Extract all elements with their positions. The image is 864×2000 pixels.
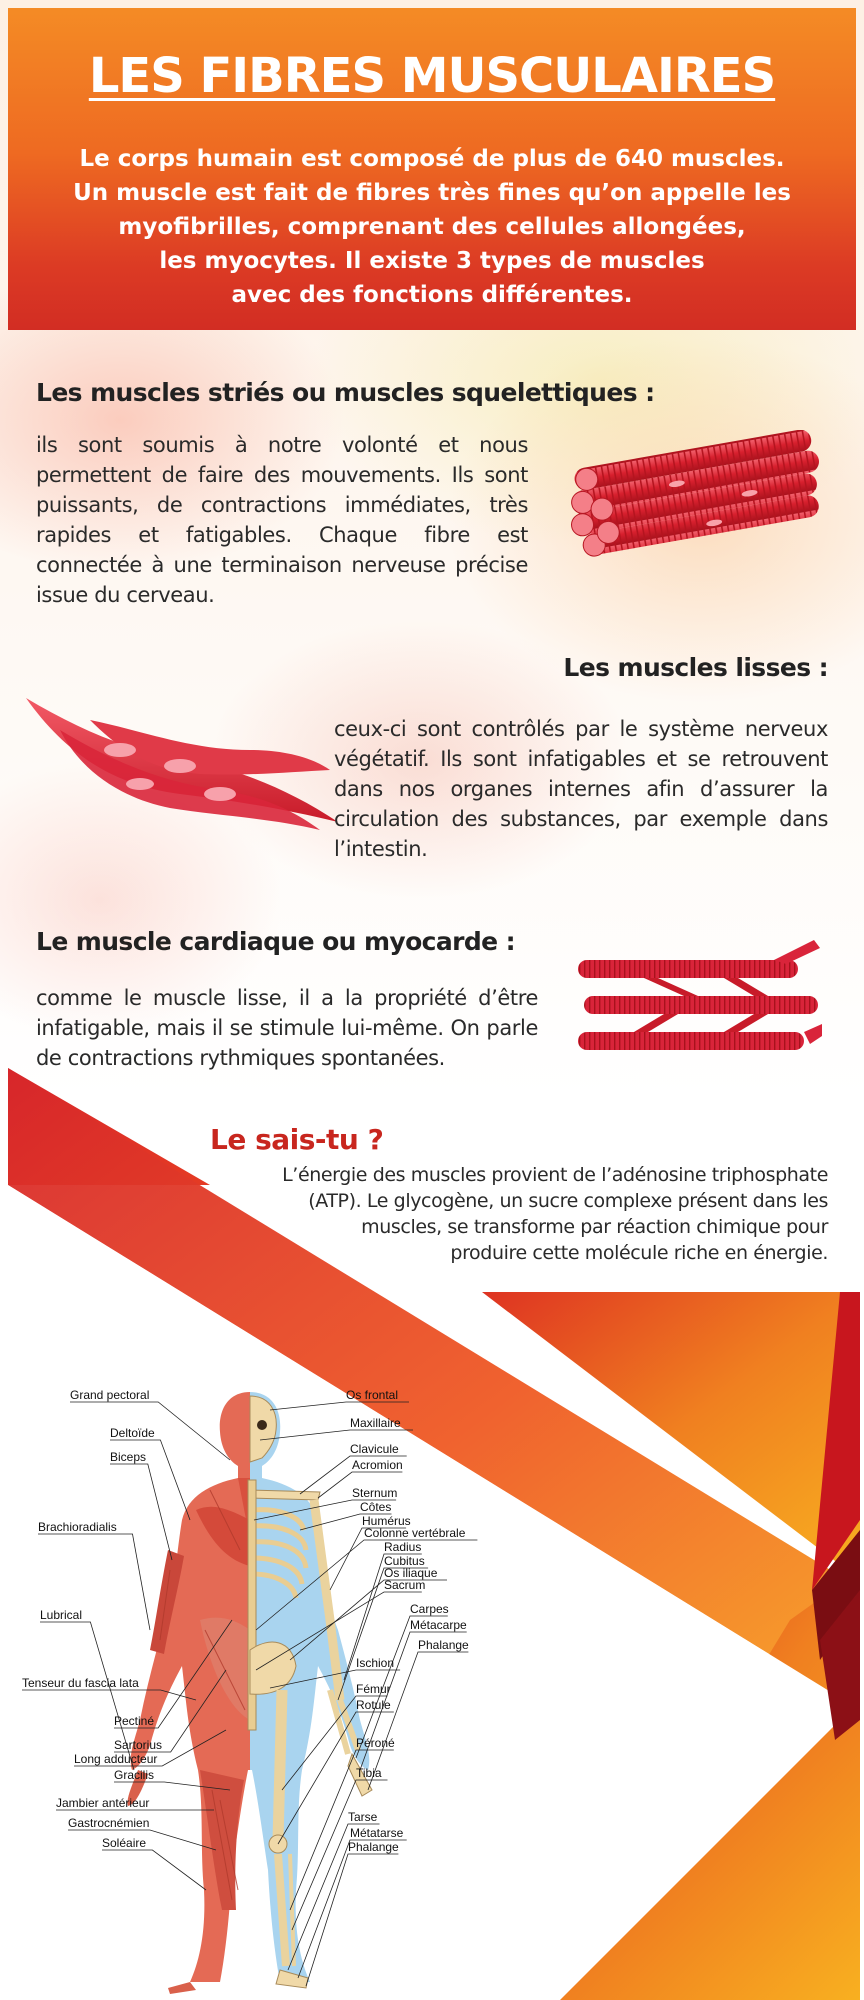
intro-line: les myocytes. Il existe 3 types de muscles: [159, 248, 705, 274]
left-anatomy-label: Grand pectoral: [70, 1388, 150, 1402]
skeletal-muscle-text: ils sont soumis à notre volonté et nous permettent de faire des mouvements. Ils sont puissants, de contractions immédiates, très rapides et fatigables. Chaque fibre est connectée à une terminaison nerveuse précise issue du cerveau.: [36, 433, 528, 607]
left-anatomy-label: Long adducteur: [74, 1752, 158, 1766]
intro-line: avec des fonctions différentes.: [231, 282, 633, 308]
right-anatomy-label: Os iliaque: [384, 1566, 438, 1580]
left-anatomy-label: Sartorius: [114, 1738, 163, 1752]
left-anatomy-label: Tenseur du fascia lata: [22, 1676, 139, 1690]
did-you-know-line: muscles, se transforme par réaction chimique pour: [361, 1216, 828, 1238]
left-anatomy-label: Deltoïde: [110, 1426, 155, 1440]
did-you-know-title: Le sais-tu ?: [210, 1123, 384, 1156]
left-leader-line: [22, 1690, 196, 1700]
right-anatomy-label: Métacarpe: [410, 1618, 467, 1632]
right-anatomy-label: Sternum: [352, 1486, 398, 1500]
right-leader-line: [270, 1402, 409, 1410]
cardiac-muscle-text: comme le muscle lisse, il a la propriété d’être infatigable, mais il se stimule lui-même. On parle de contractions rythmiques spontanées.: [36, 986, 538, 1070]
did-you-know-line: (ATP). Le glycogène, un sucre complexe présent dans les: [308, 1190, 828, 1212]
smooth-muscle-title: Les muscles lisses :: [563, 653, 828, 682]
intro-line: Le corps humain est composé de plus de 640 muscles.: [79, 146, 785, 172]
right-leader-line: [368, 1652, 468, 1790]
intro-line: Un muscle est fait de fibres très fines qu’on appelle les: [73, 180, 791, 206]
left-anatomy-label: Lubrical: [40, 1608, 83, 1622]
anatomy-diagram: [0, 1370, 864, 2000]
left-leader-line: [102, 1850, 206, 1890]
left-anatomy-label: Jambier antérieur: [56, 1796, 150, 1810]
cardiac-muscle-title: Le muscle cardiaque ou myocarde :: [36, 927, 516, 956]
did-you-know-line: L’énergie des muscles provient de l’adénosine triphosphate: [282, 1164, 828, 1186]
page-title: LES FIBRES MUSCULAIRES: [88, 48, 776, 104]
left-leader-line: [110, 1464, 172, 1560]
did-you-know-text: [250, 1162, 828, 1266]
right-anatomy-label: Phalange: [418, 1638, 469, 1652]
right-anatomy-label: Rotule: [356, 1698, 391, 1712]
right-anatomy-label: Phalange: [348, 1840, 399, 1854]
did-you-know-line: produire cette molécule riche en énergie.: [450, 1242, 828, 1264]
smooth-muscle-text: ceux-ci sont contrôlés par le système nerveux végétatif. Ils sont infatigables et se retrouvent dans nos organes internes afin d’assurer la circulation des substances, par exemple dans l’intestin.: [334, 717, 828, 861]
left-anatomy-label: Gracilis: [114, 1768, 155, 1782]
left-anatomy-label: Pectiné: [114, 1714, 155, 1728]
left-anatomy-label: Gastrocnémien: [68, 1816, 150, 1830]
right-anatomy-label: Côtes: [360, 1500, 392, 1514]
right-anatomy-label: Acromion: [352, 1458, 403, 1472]
right-anatomy-label: Humérus: [362, 1514, 411, 1528]
left-anatomy-label: Soléaire: [102, 1836, 147, 1850]
right-anatomy-label: Tarse: [348, 1810, 378, 1824]
right-leader-line: [298, 1840, 407, 1978]
left-anatomy-label: Biceps: [110, 1450, 147, 1464]
right-anatomy-label: Ischion: [356, 1656, 395, 1670]
right-anatomy-label: Métatarse: [350, 1826, 404, 1840]
right-anatomy-label: Carpes: [410, 1602, 449, 1616]
right-leader-line: [260, 1430, 413, 1440]
right-anatomy-label: Cubitus: [384, 1554, 425, 1568]
left-anatomy-label: Brachioradialis: [38, 1520, 117, 1534]
right-anatomy-label: Sacrum: [384, 1578, 426, 1592]
right-leader-line: [292, 1780, 388, 1930]
right-anatomy-label: Clavicule: [350, 1442, 399, 1456]
right-anatomy-label: Tibia: [356, 1766, 382, 1780]
right-anatomy-label: Péroné: [356, 1736, 395, 1750]
right-anatomy-label: Fémur: [356, 1682, 391, 1696]
right-anatomy-label: Colonne vertébrale: [364, 1526, 466, 1540]
intro-line: myofibrilles, comprenant des cellules allongées,: [118, 214, 746, 240]
right-anatomy-label: Os frontal: [346, 1388, 399, 1402]
right-anatomy-label: Radius: [384, 1540, 422, 1554]
skeletal-muscle-title: Les muscles striés ou muscles squelettiques :: [36, 378, 655, 407]
right-anatomy-label: Maxillaire: [350, 1416, 401, 1430]
